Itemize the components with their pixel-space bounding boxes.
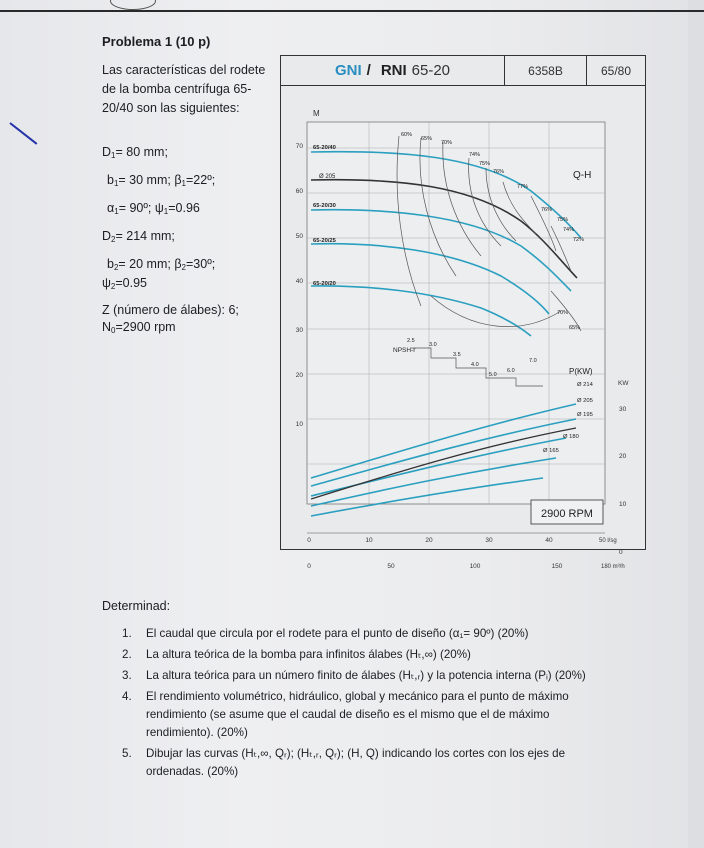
power-diameter-label: Ø 195 xyxy=(577,412,593,418)
problem-title: Problema 1 (10 p) xyxy=(102,34,211,49)
efficiency-label: 65% xyxy=(421,136,433,142)
efficiency-label: 76% xyxy=(541,207,553,213)
pen-mark xyxy=(9,122,37,145)
impeller-label: 65-20/20 xyxy=(313,281,336,287)
brand-slash: / xyxy=(366,62,371,79)
head-tick: 50 xyxy=(295,233,303,240)
kw-axis-label: KW xyxy=(618,380,629,387)
task-list xyxy=(122,625,592,784)
power-label: P(KW) xyxy=(569,367,593,376)
npsh-value: 7.0 xyxy=(529,358,537,364)
flow-m3h-tick: 0 xyxy=(307,563,311,570)
param-blades: Z (número de álabes): 6; xyxy=(102,303,239,317)
power-diameter-label: Ø 165 xyxy=(543,448,559,454)
flow-m3h-tick: 50 xyxy=(387,563,395,570)
param-b1-beta1: $b_1= 30$ mm; $\beta_1=22º$; xyxy=(107,173,216,188)
brand-rni: RNI xyxy=(380,62,407,79)
npsh-value: 3.5 xyxy=(453,352,461,358)
npsh-value: 3.0 xyxy=(429,342,437,348)
npsh-value: 4.0 xyxy=(471,362,479,368)
efficiency-label: 65% xyxy=(569,325,581,331)
impeller-label: 65-20/25 xyxy=(313,238,336,244)
head-axis-label: M xyxy=(313,109,320,118)
param-d1: $D_1= 80$ mm; xyxy=(102,145,168,160)
task-item: 1. El caudal que circula por el rodete para el punto de diseño (α₁= 90º) (20%) xyxy=(122,627,529,640)
impeller-label: 65-20/30 xyxy=(313,203,336,209)
power-diameter-label: Ø 205 xyxy=(577,398,593,404)
npsh-value: 2.5 xyxy=(407,338,415,344)
efficiency-label: 74% xyxy=(469,152,481,158)
chart-header xyxy=(281,56,645,86)
pump-model: 65-20 xyxy=(411,62,451,79)
param-psi2: $\psi_2=0.95$ xyxy=(102,276,148,291)
flow-ls-tick: 0 xyxy=(307,537,311,544)
header-rule xyxy=(0,10,704,12)
pump-model-cell xyxy=(281,56,505,85)
power-diameter-label: Ø 180 xyxy=(563,434,579,440)
power-tick: 30 xyxy=(619,406,627,413)
tasks-heading: Determinad: xyxy=(102,599,171,613)
power-tick: 20 xyxy=(619,453,627,460)
problem-intro: Las características del rodete de la bomba centrífuga 65-20/40 son las siguientes: xyxy=(102,63,266,115)
curve-plot xyxy=(281,86,645,570)
task-item: 5. Dibujar las curvas (Hₜ,∞, Qᵣ); (Hₜ,ᵣ, Qᵣ); (H, Q) indicando los cortes con los ejes de ordenadas. (20%) xyxy=(122,747,566,778)
efficiency-label: 75% xyxy=(557,217,569,223)
npsh-value: 5.0 xyxy=(489,372,497,378)
head-tick: 10 xyxy=(295,421,303,428)
param-alpha1-psi1: $\alpha_1=$ 90º; $\psi_1=0.96$ xyxy=(107,201,200,216)
flow-ls-tick: 30 xyxy=(485,537,493,544)
power-tick: 10 xyxy=(619,501,627,508)
efficiency-label: 60% xyxy=(401,132,413,138)
pump-size: 65/80 xyxy=(600,63,632,78)
pump-curve-chart xyxy=(280,55,646,570)
flow-ls-tick: 20 xyxy=(425,537,433,544)
efficiency-label: 74% xyxy=(563,227,575,233)
efficiency-label: 70% xyxy=(441,140,453,146)
head-tick: 20 xyxy=(295,372,303,379)
npsh-label: NPSH-r xyxy=(393,347,416,354)
head-tick: 70 xyxy=(295,143,303,150)
param-d2: $D_2= 214$ mm; xyxy=(102,229,175,244)
university-logo xyxy=(110,0,156,10)
rpm-label: 2900 RPM xyxy=(541,508,593,520)
efficiency-label: 72% xyxy=(573,237,585,243)
efficiency-label: 70% xyxy=(557,310,569,316)
power-tick: 0 xyxy=(619,549,623,556)
impeller-205-label: Ø 205 xyxy=(319,174,336,180)
flow-ls-unit: 50 l/sg xyxy=(599,538,617,544)
impeller-label: 65-20/40 xyxy=(313,145,336,151)
qh-label: Q-H xyxy=(573,170,592,181)
flow-m3h-unit: 180 m³/h xyxy=(601,564,625,570)
pump-code: 6358B xyxy=(505,56,587,85)
flow-ls-tick: 40 xyxy=(545,537,553,544)
param-b2-beta2: $b_2= 20$ mm; $\beta_2=30º$; xyxy=(107,257,216,272)
task-item: 3. La altura teórica para un número finito de álabes (Hₜ,ᵣ) y la potencia interna (Pᵢ) (20%) xyxy=(122,669,586,682)
flow-ls-tick: 10 xyxy=(365,537,373,544)
head-tick: 60 xyxy=(295,188,303,195)
efficiency-label: 76% xyxy=(493,169,505,175)
flow-m3h-tick: 150 xyxy=(551,563,563,570)
task-item: 2. La altura teórica de la bomba para infinitos álabes (Hₜ,∞) (20%) xyxy=(122,648,471,661)
power-diameter-label: Ø 214 xyxy=(577,382,593,388)
head-tick: 40 xyxy=(295,278,303,285)
brand-gni: GNI xyxy=(334,62,362,79)
head-tick: 30 xyxy=(295,327,303,334)
npsh-value: 6.0 xyxy=(507,368,515,374)
param-speed: $N_0=2900$ rpm xyxy=(102,320,176,335)
efficiency-label: 75% xyxy=(479,161,491,167)
task-item: 4. El rendimiento volumétrico, hidráulico, global y mecánico para el punto de máximo rendimiento (se asume que el caudal de diseño es el mismo que el de máximo rendimiento). (20%) xyxy=(122,690,569,739)
flow-m3h-tick: 100 xyxy=(469,563,481,570)
efficiency-label: 77% xyxy=(517,184,529,190)
